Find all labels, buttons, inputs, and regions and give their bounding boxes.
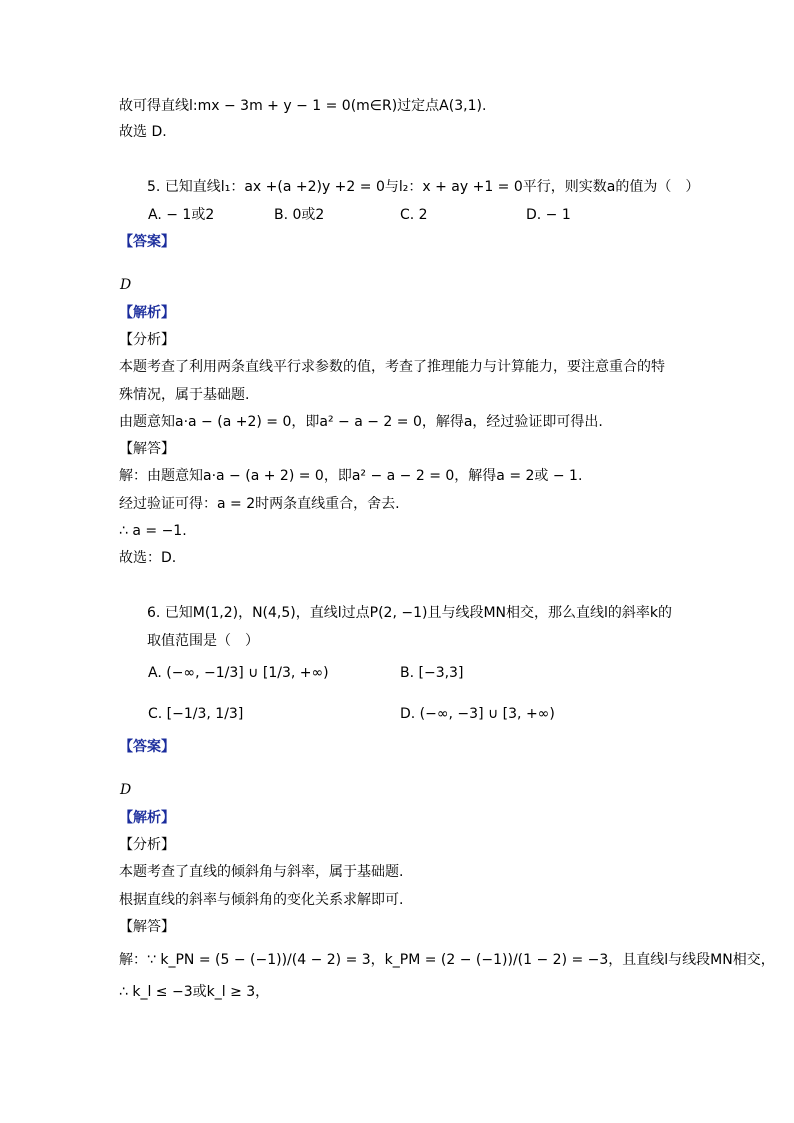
question-6-fenxi-tag: 【分析】	[119, 837, 175, 853]
question-6-number: 6.	[147, 605, 161, 621]
question-5-fenxi-line-3: 由题意知a·a − (a +2) = 0，即a² − a − 2 = 0，解得a，经过验证即可得出.	[119, 414, 603, 430]
question-6-stem-line-2: 取值范围是（ ）	[147, 633, 259, 649]
question-5-fenxi-line-1: 本题考查了利用两条直线平行求参数的值，考查了推理能力与计算能力，要注意重合的特	[119, 359, 665, 375]
question-5-stem	[147, 177, 699, 197]
question-6-answer-tag: 【答案】	[119, 739, 175, 755]
question-6-text: 已知M(1,2)，N(4,5)，直线l过点P(2, −1)且与线段MN相交，那么直线l的斜率k的	[164, 605, 672, 621]
question-5-option-d: D. − 1	[526, 207, 571, 223]
question-5-number: 5.	[147, 179, 161, 195]
question-6-fenxi-line-2: 根据直线的斜率与倾斜角的变化关系求解即可.	[119, 892, 404, 908]
question-5-jieda-line-2: 经过验证可得：a = 2时两条直线重合，舍去.	[119, 496, 400, 512]
question-5-fenxi-tag: 【分析】	[119, 332, 175, 348]
question-5-answer-tag: 【答案】	[119, 234, 175, 250]
question-6-option-a: A. (−∞, −1/3] ∪ [1/3, +∞)	[148, 665, 329, 681]
question-6-fenxi-line-1: 本题考查了直线的倾斜角与斜率，属于基础题.	[119, 864, 404, 880]
question-5-jieda-line-3: ∴ a = −1.	[119, 523, 187, 539]
conclusion-line: 故可得直线l:mx − 3m + y − 1 = 0(m∈R)过定点A(3,1).	[119, 98, 487, 114]
question-5-jieda-tag: 【解答】	[119, 441, 175, 457]
question-5-text: 已知直线l₁：ax +(a +2)y +2 = 0与l₂：x + ay +1 = 0平行，则实数a的值为（ ）	[164, 179, 700, 195]
question-6-option-d: D. (−∞, −3] ∪ [3, +∞)	[400, 706, 555, 722]
question-5-option-c: C. 2	[400, 207, 428, 223]
question-5-fenxi-line-2: 殊情况，属于基础题.	[119, 387, 250, 403]
question-6-option-b: B. [−3,3]	[400, 665, 464, 681]
question-5-option-a: A. − 1或2	[148, 207, 215, 223]
question-6-jieda-line-1: 解：∵ k_PN = (5 − (−1))/(4 − 2) = 3，k_PM = (2 − (−1))/(1 − 2) = −3，且直线l与线段MN相交，	[119, 952, 775, 968]
choose-line: 故选 D.	[119, 124, 167, 140]
question-6-jieda-line-2: ∴ k_l ≤ −3或k_l ≥ 3，	[119, 984, 270, 1000]
question-5-option-b: B. 0或2	[274, 207, 325, 223]
question-5-analysis-tag: 【解析】	[119, 305, 175, 321]
question-6-option-c: C. [−1/3, 1/3]	[148, 706, 244, 722]
question-5-jieda-line-4: 故选：D.	[119, 550, 177, 566]
question-5-answer: D	[120, 277, 132, 293]
question-6-jieda-tag: 【解答】	[119, 919, 175, 935]
question-6-analysis-tag: 【解析】	[119, 810, 175, 826]
question-5-jieda-line-1: 解：由题意知a·a − (a + 2) = 0，即a² − a − 2 = 0，解得a = 2或 − 1.	[119, 468, 583, 484]
question-6-answer: D	[120, 782, 132, 798]
question-6-stem-line-1	[147, 603, 672, 623]
